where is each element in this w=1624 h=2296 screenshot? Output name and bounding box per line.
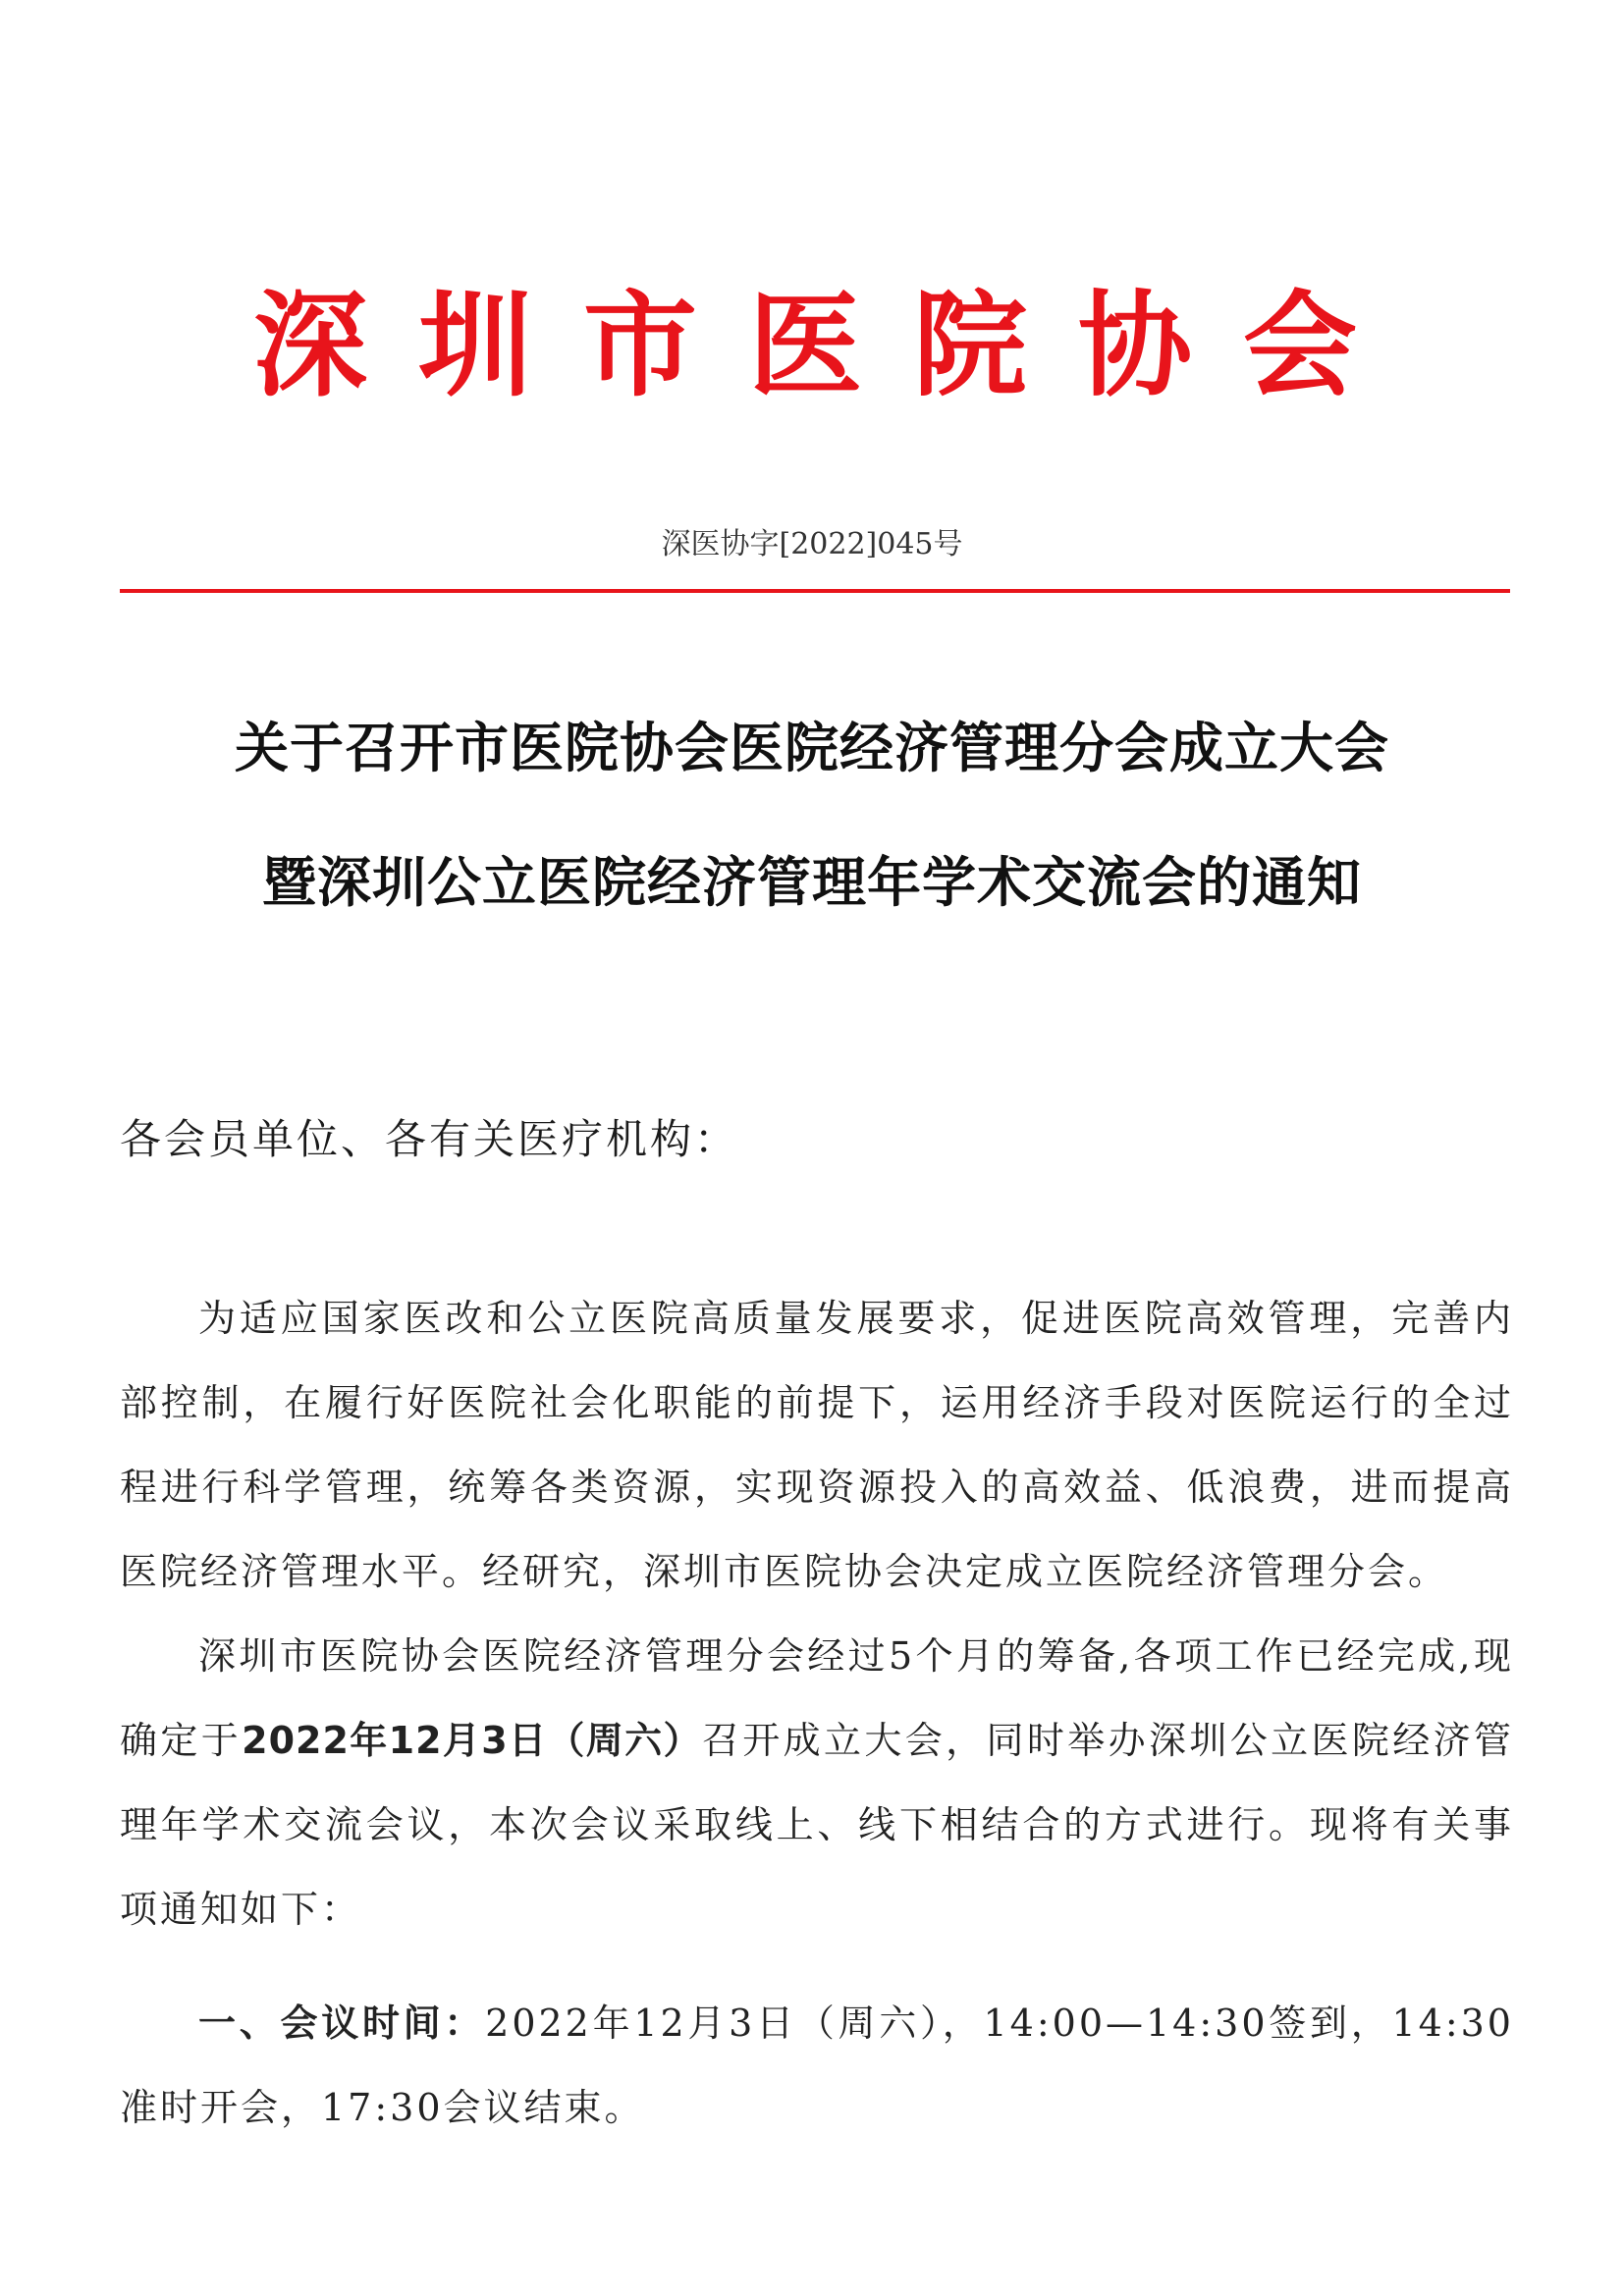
paragraph-schedule-tail: 召开成立大会，同时举办深圳公立医院经济管理年学术交流会议，本次会议采取线上、线下相结合的方式进行。现将有关事项通知如下：	[120, 1719, 1514, 1931]
meeting-date-highlight: 2022年12月3日（周六）	[242, 1719, 702, 1762]
section-heading-meeting-time: 一、会议时间：	[198, 2002, 486, 2045]
document-number: 深医协字[2022]045号	[661, 527, 963, 561]
notice-title-line-1: 关于召开市医院协会医院经济管理分会成立大会	[234, 717, 1389, 779]
paragraph-purpose-text: 为适应国家医改和公立医院高质量发展要求，促进医院高效管理，完善内部控制，在履行好医院社会化职能的前提下，运用经济手段对医院运行的全过程进行科学管理，统筹各类资源，实现资源投入的高效益、低浪费，进而提高医院经济管理水平。经研究，深圳市医院协会决定成立医院经济管理分会。	[120, 1297, 1514, 1593]
red-divider-rule	[120, 589, 1510, 593]
paragraph-purpose	[120, 1276, 1514, 1614]
salutation: 各会员单位、各有关医疗机构：	[120, 1115, 739, 1163]
notice-title-line-2: 暨深圳公立医院经济管理年学术交流会的通知	[261, 851, 1362, 914]
organization-header: 深圳市医院协会	[253, 280, 1408, 412]
section-meeting-time-body: 2022年12月3日（周六），14:00—14:30签到，14:30准时开会，17:30会议结束。	[120, 2002, 1514, 2129]
paragraph-schedule-lead: 深圳市医院协会医院经济管理分会经过5个月的筹备,各项工作已经完成,现确定于	[120, 1634, 1514, 1762]
paragraph-schedule	[120, 1614, 1514, 1951]
section-meeting-time	[120, 1981, 1514, 2150]
